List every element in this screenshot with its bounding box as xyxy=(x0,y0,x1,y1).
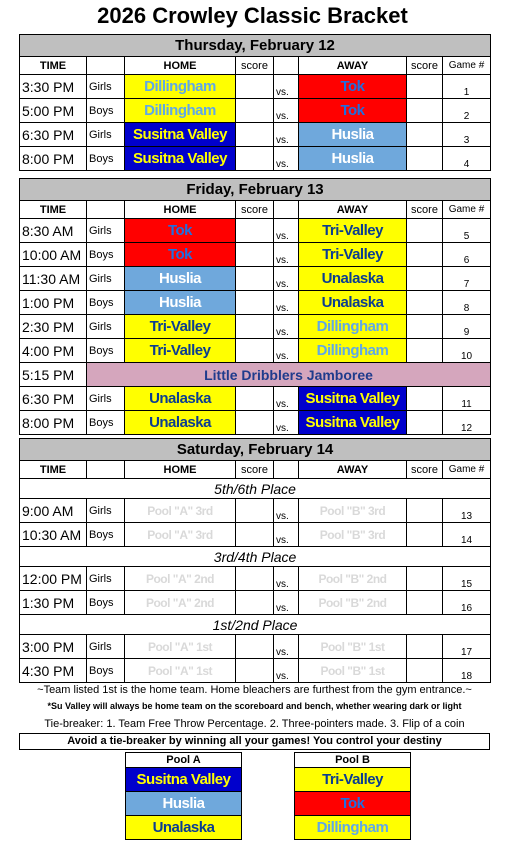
home-team: Tri-Valley xyxy=(125,315,236,339)
home-score xyxy=(236,99,274,123)
pool-b-table xyxy=(294,752,411,840)
vs-label: vs. xyxy=(274,387,299,411)
game-number: 15 xyxy=(443,567,491,591)
game-gender: Boys xyxy=(87,591,125,615)
place-label: 3rd/4th Place xyxy=(20,547,491,567)
game-number: 10 xyxy=(443,339,491,363)
day-label: Friday, February 13 xyxy=(20,179,491,201)
game-gender: Girls xyxy=(87,315,125,339)
su-valley-note: *Su Valley will always be home team on the scoreboard and bench, whether wearing dark or light xyxy=(47,701,462,711)
away-score xyxy=(407,99,443,123)
game-time: 5:00 PM xyxy=(20,99,87,123)
game-number: 1 xyxy=(443,75,491,99)
home-team: Unalaska xyxy=(125,411,236,435)
game-time: 1:00 PM xyxy=(20,291,87,315)
pool-a-team: Susitna Valley xyxy=(126,768,242,792)
place-label: 5th/6th Place xyxy=(20,479,491,499)
vs-label: vs. xyxy=(274,75,299,99)
pool-b-team: Tok xyxy=(295,792,411,816)
away-team: Tri-Valley xyxy=(299,219,407,243)
game-row xyxy=(20,499,491,523)
time-header: TIME xyxy=(20,57,87,75)
game-number: 9 xyxy=(443,315,491,339)
home-score xyxy=(236,243,274,267)
game-time: 12:00 PM xyxy=(20,567,87,591)
game-number: 11 xyxy=(443,387,491,411)
home-score xyxy=(236,315,274,339)
place-row xyxy=(20,547,491,567)
away-team: Tok xyxy=(299,75,407,99)
game-time: 4:00 PM xyxy=(20,339,87,363)
away-score xyxy=(407,147,443,171)
game-gender: Boys xyxy=(87,147,125,171)
home-team: Pool "A" 2nd xyxy=(125,567,236,591)
home-team: Tri-Valley xyxy=(125,339,236,363)
vs-label: vs. xyxy=(274,147,299,171)
column-header-row xyxy=(20,57,491,75)
game-row xyxy=(20,75,491,99)
game-gender: Boys xyxy=(87,411,125,435)
score-header: score xyxy=(407,461,443,479)
home-team: Susitna Valley xyxy=(125,123,236,147)
away-score xyxy=(407,75,443,99)
game-gender: Girls xyxy=(87,123,125,147)
home-team: Dillingham xyxy=(125,75,236,99)
tiebreaker-note: Tie-breaker: 1. Team Free Throw Percentage. 2. Three-pointers made. 3. Flip of a coin xyxy=(44,718,465,730)
home-score xyxy=(236,411,274,435)
game-time: 3:00 PM xyxy=(20,635,87,659)
game-time: 10:00 AM xyxy=(20,243,87,267)
away-team: Unalaska xyxy=(299,267,407,291)
time-header: TIME xyxy=(20,201,87,219)
home-team: Pool "A" 1st xyxy=(125,659,236,683)
game-number: 18 xyxy=(443,659,491,683)
away-team: Unalaska xyxy=(299,291,407,315)
game-row xyxy=(20,315,491,339)
game-time: 3:30 PM xyxy=(20,75,87,99)
game-number: 4 xyxy=(443,147,491,171)
home-score xyxy=(236,147,274,171)
vs-label: vs. xyxy=(274,567,299,591)
home-team: Pool "A" 1st xyxy=(125,635,236,659)
home-team: Dillingham xyxy=(125,99,236,123)
home-score xyxy=(236,75,274,99)
home-score xyxy=(236,591,274,615)
day-header-thursday xyxy=(20,35,491,57)
jamboree-time: 5:15 PM xyxy=(20,363,87,387)
score-header: score xyxy=(236,201,274,219)
away-team: Huslia xyxy=(299,123,407,147)
away-team: Pool "B" 1st xyxy=(299,635,407,659)
game-time: 9:00 AM xyxy=(20,499,87,523)
away-score xyxy=(407,567,443,591)
away-team: Pool "B" 1st xyxy=(299,659,407,683)
game-gender: Boys xyxy=(87,99,125,123)
pool-b-team: Dillingham xyxy=(295,816,411,840)
game-number: 17 xyxy=(443,635,491,659)
vs-label: vs. xyxy=(274,591,299,615)
away-team: Pool "B" 3rd xyxy=(299,523,407,547)
vs-label: vs. xyxy=(274,499,299,523)
game-header: Game # xyxy=(443,57,491,75)
game-gender: Boys xyxy=(87,243,125,267)
day-label: Thursday, February 12 xyxy=(20,35,491,57)
away-team: Susitna Valley xyxy=(299,387,407,411)
game-row xyxy=(20,99,491,123)
home-team: Susitna Valley xyxy=(125,147,236,171)
vs-label: vs. xyxy=(274,243,299,267)
game-number: 6 xyxy=(443,243,491,267)
day-header-friday xyxy=(20,179,491,201)
away-score xyxy=(407,659,443,683)
pool-b-team: Tri-Valley xyxy=(295,768,411,792)
game-gender: Girls xyxy=(87,567,125,591)
away-score xyxy=(407,387,443,411)
game-header: Game # xyxy=(443,461,491,479)
day-header-saturday xyxy=(20,439,491,461)
vs-label: vs. xyxy=(274,315,299,339)
away-score xyxy=(407,267,443,291)
home-team: Tok xyxy=(125,219,236,243)
home-score xyxy=(236,659,274,683)
game-gender: Girls xyxy=(87,635,125,659)
home-score xyxy=(236,499,274,523)
game-number: 8 xyxy=(443,291,491,315)
away-score xyxy=(407,219,443,243)
home-score xyxy=(236,387,274,411)
home-score xyxy=(236,219,274,243)
game-row xyxy=(20,123,491,147)
home-team: Pool "A" 3rd xyxy=(125,523,236,547)
vs-label: vs. xyxy=(274,219,299,243)
game-header: Game # xyxy=(443,201,491,219)
jamboree-row xyxy=(20,363,491,387)
game-number: 7 xyxy=(443,267,491,291)
pool-a-team: Huslia xyxy=(126,792,242,816)
pool-a-team: Unalaska xyxy=(126,816,242,840)
score-header: score xyxy=(236,461,274,479)
home-team: Huslia xyxy=(125,291,236,315)
away-team: Susitna Valley xyxy=(299,411,407,435)
game-number: 13 xyxy=(443,499,491,523)
day-label: Saturday, February 14 xyxy=(20,439,491,461)
away-team: Tok xyxy=(299,99,407,123)
score-header: score xyxy=(407,57,443,75)
away-team: Pool "B" 2nd xyxy=(299,567,407,591)
game-gender: Boys xyxy=(87,339,125,363)
vs-label: vs. xyxy=(274,99,299,123)
game-time: 1:30 PM xyxy=(20,591,87,615)
home-team: Pool "A" 2nd xyxy=(125,591,236,615)
game-number: 3 xyxy=(443,123,491,147)
home-team: Pool "A" 3rd xyxy=(125,499,236,523)
game-gender: Boys xyxy=(87,523,125,547)
pool-a-label: Pool A xyxy=(126,753,242,768)
away-score xyxy=(407,499,443,523)
game-row xyxy=(20,635,491,659)
score-header: score xyxy=(407,201,443,219)
away-score xyxy=(407,523,443,547)
game-gender: Girls xyxy=(87,75,125,99)
home-team: Huslia xyxy=(125,267,236,291)
game-number: 16 xyxy=(443,591,491,615)
away-score xyxy=(407,339,443,363)
home-score xyxy=(236,635,274,659)
time-header: TIME xyxy=(20,461,87,479)
home-score xyxy=(236,339,274,363)
game-number: 14 xyxy=(443,523,491,547)
page-title: 2026 Crowley Classic Bracket xyxy=(97,3,408,28)
game-row xyxy=(20,291,491,315)
away-score xyxy=(407,123,443,147)
avoid-tiebreaker-note: Avoid a tie-breaker by winning all your games! You control your destiny xyxy=(19,733,490,750)
vs-label: vs. xyxy=(274,291,299,315)
pool-b-label: Pool B xyxy=(295,753,411,768)
game-row xyxy=(20,243,491,267)
game-time: 11:30 AM xyxy=(20,267,87,291)
game-time: 10:30 AM xyxy=(20,523,87,547)
vs-label: vs. xyxy=(274,659,299,683)
thursday-table xyxy=(19,34,491,171)
game-gender: Girls xyxy=(87,387,125,411)
game-time: 8:00 PM xyxy=(20,147,87,171)
home-score xyxy=(236,567,274,591)
game-row xyxy=(20,567,491,591)
home-score xyxy=(236,291,274,315)
game-number: 12 xyxy=(443,411,491,435)
home-header: HOME xyxy=(125,461,236,479)
home-score xyxy=(236,267,274,291)
away-team: Huslia xyxy=(299,147,407,171)
pool-a-table xyxy=(125,752,242,840)
score-header: score xyxy=(236,57,274,75)
home-score xyxy=(236,123,274,147)
game-gender: Girls xyxy=(87,267,125,291)
home-score xyxy=(236,523,274,547)
away-score xyxy=(407,635,443,659)
vs-label: vs. xyxy=(274,267,299,291)
vs-label: vs. xyxy=(274,523,299,547)
game-row xyxy=(20,339,491,363)
vs-label: vs. xyxy=(274,123,299,147)
game-row xyxy=(20,659,491,683)
home-header: HOME xyxy=(125,57,236,75)
away-header: AWAY xyxy=(299,201,407,219)
home-header: HOME xyxy=(125,201,236,219)
place-label: 1st/2nd Place xyxy=(20,615,491,635)
friday-table xyxy=(19,178,491,435)
vs-label: vs. xyxy=(274,411,299,435)
away-score xyxy=(407,411,443,435)
vs-label: vs. xyxy=(274,635,299,659)
game-row xyxy=(20,387,491,411)
home-team-note: ~Team listed 1st is the home team. Home bleachers are furthest from the gym entrance.~ xyxy=(37,684,472,696)
game-gender: Boys xyxy=(87,291,125,315)
away-score xyxy=(407,291,443,315)
game-row xyxy=(20,267,491,291)
away-team: Pool "B" 2nd xyxy=(299,591,407,615)
game-number: 2 xyxy=(443,99,491,123)
column-header-row xyxy=(20,201,491,219)
game-row xyxy=(20,523,491,547)
game-gender: Girls xyxy=(87,499,125,523)
game-time: 6:30 PM xyxy=(20,123,87,147)
home-team: Unalaska xyxy=(125,387,236,411)
home-team: Tok xyxy=(125,243,236,267)
game-row xyxy=(20,411,491,435)
game-time: 2:30 PM xyxy=(20,315,87,339)
game-time: 4:30 PM xyxy=(20,659,87,683)
game-row xyxy=(20,219,491,243)
away-score xyxy=(407,243,443,267)
column-header-row xyxy=(20,461,491,479)
away-team: Pool "B" 3rd xyxy=(299,499,407,523)
away-score xyxy=(407,591,443,615)
away-team: Dillingham xyxy=(299,339,407,363)
jamboree-label: Little Dribblers Jamboree xyxy=(87,363,491,387)
away-score xyxy=(407,315,443,339)
game-time: 8:30 AM xyxy=(20,219,87,243)
away-team: Dillingham xyxy=(299,315,407,339)
place-row xyxy=(20,615,491,635)
game-number: 5 xyxy=(443,219,491,243)
game-time: 6:30 PM xyxy=(20,387,87,411)
game-gender: Boys xyxy=(87,659,125,683)
place-row xyxy=(20,479,491,499)
game-gender: Girls xyxy=(87,219,125,243)
vs-label: vs. xyxy=(274,339,299,363)
saturday-table xyxy=(19,438,491,683)
away-team: Tri-Valley xyxy=(299,243,407,267)
away-header: AWAY xyxy=(299,57,407,75)
game-row xyxy=(20,147,491,171)
game-time: 8:00 PM xyxy=(20,411,87,435)
away-header: AWAY xyxy=(299,461,407,479)
game-row xyxy=(20,591,491,615)
